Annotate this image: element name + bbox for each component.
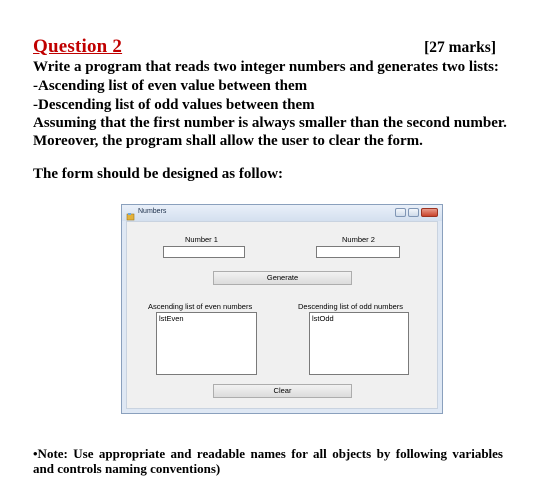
- question-line: Assuming that the first number is always smaller than the second number.: [33, 115, 507, 131]
- generate-button[interactable]: Generate: [213, 271, 352, 285]
- marks-label: [27 marks]: [424, 39, 496, 56]
- minimize-icon[interactable]: [395, 208, 406, 217]
- app-icon: [126, 208, 135, 217]
- number1-input[interactable]: [163, 246, 245, 258]
- list-item[interactable]: lstOdd: [312, 314, 334, 323]
- form-window: [121, 204, 443, 414]
- window-titlebar: [122, 205, 442, 221]
- window-title: Numbers: [138, 208, 167, 215]
- design-instruction: The form should be designed as follow:: [33, 166, 284, 182]
- list-item[interactable]: lstEven: [159, 314, 184, 323]
- form-client-area: [126, 221, 438, 409]
- number2-input[interactable]: [316, 246, 400, 258]
- question-line: Moreover, the program shall allow the user to clear the form.: [33, 133, 423, 149]
- label-even-list: Ascending list of even numbers: [148, 302, 253, 311]
- question-title: Question 2: [33, 36, 123, 57]
- even-listbox[interactable]: [156, 312, 257, 375]
- label-number2: Number 2: [342, 235, 375, 244]
- close-icon[interactable]: [421, 208, 438, 217]
- label-odd-list: Descending list of odd numbers: [298, 302, 404, 311]
- clear-button[interactable]: Clear: [213, 384, 352, 398]
- maximize-icon[interactable]: [408, 208, 419, 217]
- note-text: •Note: Use appropriate and readable names for all objects by following variables and controls naming conventions): [33, 446, 503, 476]
- question-line: -Descending list of odd values between them: [33, 97, 315, 113]
- label-number1: Number 1: [185, 235, 218, 244]
- odd-listbox[interactable]: [309, 312, 409, 375]
- question-line: -Ascending list of even value between them: [33, 78, 308, 94]
- question-line: Write a program that reads two integer numbers and generates two lists:: [33, 59, 499, 75]
